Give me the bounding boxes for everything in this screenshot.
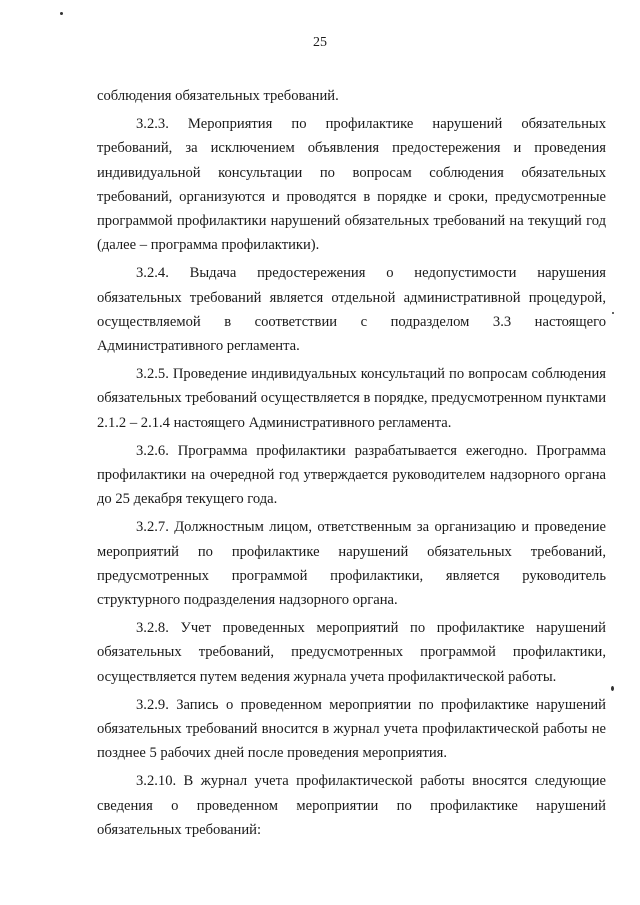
page-number: 25 [313,35,327,50]
paragraph-3-2-4: 3.2.4. Выдача предостережения о недопустимости нарушения обязательных требований является отдельной административной процедурой, осуществляемой в соответствии с подразделом 3.3 настоящего Административного регламента. [97,265,606,355]
scan-speck [611,686,614,691]
paragraph-continuation: соблюдения обязательных требований. [97,88,339,104]
scan-speck [60,12,63,15]
paragraph-3-2-8: 3.2.8. Учет проведенных мероприятий по профилактике нарушений обязательных требований, предусмотренных программой профилактики, осуществляется путем ведения журнала учета профилактической работы. [97,620,606,685]
body-text [97,84,606,846]
paragraph-3-2-6: 3.2.6. Программа профилактики разрабатывается ежегодно. Программа профилактики на очередной год утверждается руководителем надзорного органа до 25 декабря текущего года. [97,442,606,508]
paragraph-3-2-9: 3.2.9. Запись о проведенном мероприятии по профилактике нарушений обязательных требований вносится в журнал учета профилактической работы не позднее 5 рабочих дней после проведения мероприятия. [97,696,606,762]
paragraph-3-2-5: 3.2.5. Проведение индивидуальных консультаций по вопросам соблюдения обязательных требований осуществляется в порядке, предусмотренном пунктами 2.1.2 – 2.1.4 настоящего Административного регламента. [97,366,606,431]
paragraph-3-2-7: 3.2.7. Должностным лицом, ответственным за организацию и проведение мероприятий по профилактике нарушений обязательных требований, предусмотренных программой профилактики, является руководитель структурного подразделения надзорного органа. [97,519,606,609]
scan-speck [612,312,614,314]
paragraph-3-2-3: 3.2.3. Мероприятия по профилактике нарушений обязательных требований, за исключением объявления предостережения и проведения индивидуальной консультации по вопросам соблюдения обязательных требований, организуются и проводятся в порядке и сроки, предусмотренные программой профилактики нарушений обязательных требований на текущий год (далее – программа профилактики). [97,116,606,254]
paragraph-3-2-10: 3.2.10. В журнал учета профилактической работы вносятся следующие сведения о проведенном мероприятии по профилактике нарушений обязательных требований: [97,773,606,838]
